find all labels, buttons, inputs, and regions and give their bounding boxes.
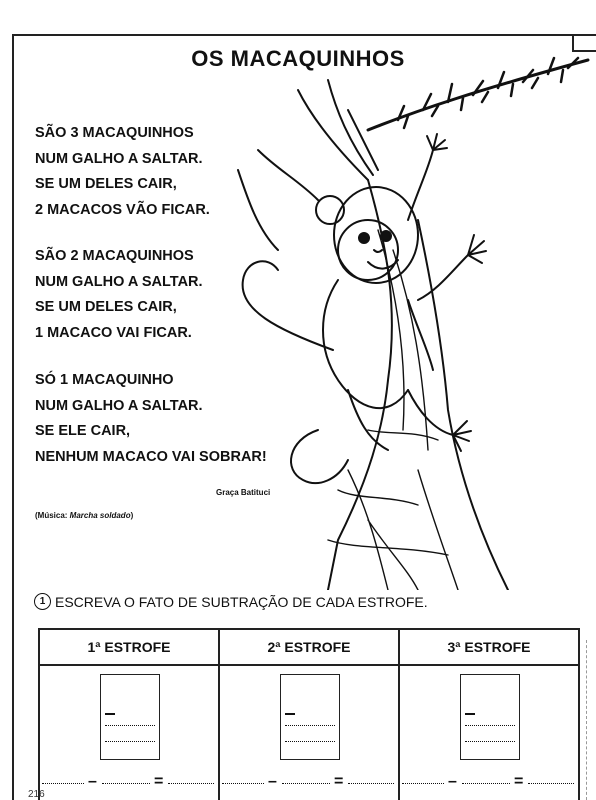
column-stanza-2 bbox=[220, 630, 400, 800]
subtraction-box[interactable] bbox=[460, 674, 520, 760]
stanza-line: SE UM DELES CAIR, bbox=[35, 299, 177, 315]
answer-line[interactable] bbox=[285, 725, 335, 726]
stanza-line: SE ELE CAIR, bbox=[35, 423, 131, 439]
minus-mark bbox=[465, 713, 475, 715]
minus-sign: – bbox=[88, 773, 97, 790]
stanza-line: 2 MACACOS VÃO FICAR. bbox=[35, 201, 210, 218]
equation-row bbox=[40, 775, 218, 789]
stanza-line: NENHUM MACACO VAI SOBRAR! bbox=[35, 448, 267, 465]
music-credit bbox=[35, 511, 133, 520]
music-prefix: (Música: bbox=[35, 511, 70, 520]
stanza-1 bbox=[35, 121, 210, 223]
stanza-line: SE UM DELES CAIR, bbox=[35, 176, 177, 192]
answer-line[interactable] bbox=[105, 741, 155, 742]
blank-line[interactable] bbox=[222, 783, 264, 784]
subtraction-box[interactable] bbox=[280, 674, 340, 760]
minus-sign: – bbox=[268, 773, 277, 790]
stanza-line: SÓ 1 MACAQUINHO bbox=[35, 372, 174, 388]
answer-line[interactable] bbox=[465, 741, 515, 742]
blank-line[interactable] bbox=[42, 783, 84, 784]
page-title: OS MACAQUINHOS bbox=[191, 46, 405, 71]
exercise-number: 1 bbox=[34, 593, 51, 610]
answer-table bbox=[38, 628, 580, 800]
column-stanza-1 bbox=[40, 630, 220, 800]
column-header: 3ª ESTROFE bbox=[400, 630, 578, 666]
exercise-text: ESCREVA O FATO DE SUBTRAÇÃO DE CADA ESTROFE. bbox=[55, 593, 428, 610]
blank-line[interactable] bbox=[402, 783, 444, 784]
answer-line[interactable] bbox=[285, 741, 335, 742]
stanza-2 bbox=[35, 244, 203, 346]
equation-row bbox=[220, 775, 398, 789]
page-edge-mark bbox=[586, 640, 596, 800]
exercise-instruction bbox=[34, 593, 428, 610]
author-credit: Graça Batituci bbox=[216, 488, 271, 497]
stanza-line: 1 MACACO VAI FICAR. bbox=[35, 324, 192, 341]
blank-line[interactable] bbox=[102, 783, 150, 784]
column-header: 1ª ESTROFE bbox=[40, 630, 218, 666]
minus-sign: – bbox=[448, 773, 457, 790]
stanza-line: NUM GALHO A SALTAR. bbox=[35, 150, 203, 167]
equals-sign: = bbox=[334, 773, 344, 790]
blank-line[interactable] bbox=[348, 783, 394, 784]
equals-sign: = bbox=[154, 773, 164, 790]
column-header: 2ª ESTROFE bbox=[220, 630, 398, 666]
blank-line[interactable] bbox=[462, 783, 510, 784]
subtraction-box[interactable] bbox=[100, 674, 160, 760]
stanza-line: SÃO 3 MACAQUINHOS bbox=[35, 125, 194, 141]
equals-sign: = bbox=[514, 773, 524, 790]
answer-line[interactable] bbox=[465, 725, 515, 726]
blank-line[interactable] bbox=[282, 783, 330, 784]
monkey-tree-illustration bbox=[218, 50, 596, 590]
answer-line[interactable] bbox=[105, 725, 155, 726]
stanza-line: NUM GALHO A SALTAR. bbox=[35, 273, 203, 290]
blank-line[interactable] bbox=[528, 783, 574, 784]
minus-mark bbox=[285, 713, 295, 715]
blank-line[interactable] bbox=[168, 783, 214, 784]
equation-row bbox=[400, 775, 578, 789]
music-song: Marcha soldado bbox=[69, 511, 131, 520]
stanza-line: SÃO 2 MACAQUINHOS bbox=[35, 248, 194, 264]
stanza-line: NUM GALHO A SALTAR. bbox=[35, 397, 203, 414]
page-number: 216 bbox=[28, 789, 45, 800]
column-stanza-3 bbox=[400, 630, 578, 800]
minus-mark bbox=[105, 713, 115, 715]
music-suffix: ) bbox=[130, 511, 134, 520]
